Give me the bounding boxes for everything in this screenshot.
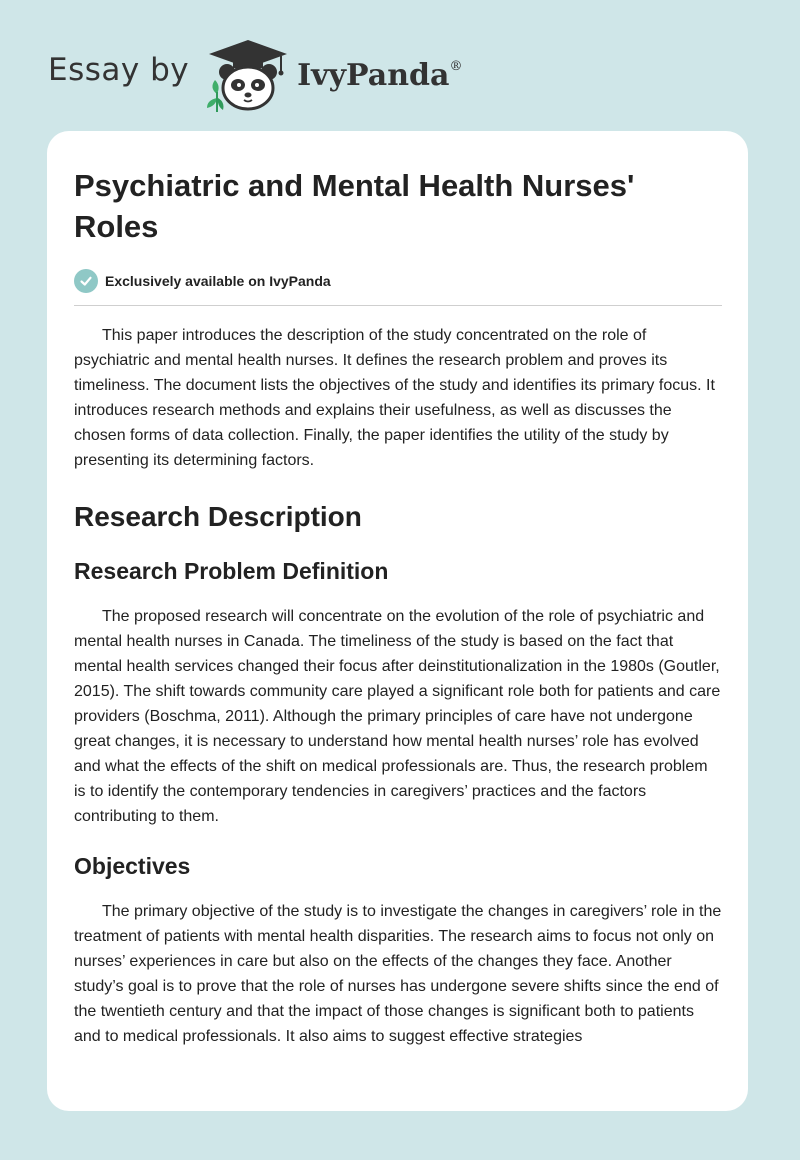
- brand-name[interactable]: [297, 58, 462, 93]
- objectives-paragraph: The primary objective of the study is to investigate the changes in caregivers’ role in the treatment of patients with mental health disparities. The research aims to focus not only on nurses’ experiences in care but also on the effects of the changes they face. Another study’s goal is to prove that the role of nurses has undergone severe shifts since the end of the twentieth century and that the impact of those changes is significant both to patients and to medical professionals. It also aims to suggest effective strategies: [74, 903, 722, 1045]
- exclusive-badge: [74, 269, 722, 306]
- registered-mark: ®: [449, 58, 463, 74]
- essay-card: [47, 131, 748, 1111]
- site-header: [48, 34, 462, 114]
- problem-definition-paragraph: The proposed research will concentrate on the evolution of the role of psychiatric and mental health nurses in Canada. The timeliness of the study is based on the fact that mental health services changed their focus after deinstitutionalization in the 1980s (Goutler, 2015). The shift towards community care played a significant role both for patients and care providers (Boschma, 2011). Although the primary principles of care have not undergone great changes, it is necessary to understand how mental health nurses’ role has evolved and what the effects of the shift on medical professionals are. Thus, the research problem is to identify the contemporary tendencies in caregivers’ practices and the factors contributing to them.: [74, 608, 721, 825]
- essay-by-label: Essay by: [48, 52, 190, 88]
- subsection-heading-objectives: Objectives: [74, 853, 191, 879]
- exclusive-label: Exclusively available on IvyPanda: [105, 273, 331, 289]
- intro-paragraph: This paper introduces the description of the study concentrated on the role of psychiatric and mental health nurses. It defines the research problem and proves its timeliness. The document lists the objectives of the study and identifies its primary focus. It introduces research methods and explains their usefulness, as well as discusses the chosen forms of data collection. Finally, the paper identifies the utility of the study by presenting its determining factors.: [74, 327, 715, 469]
- section-heading-research-description: Research Description: [74, 501, 362, 532]
- panda-logo-icon[interactable]: [203, 36, 293, 112]
- essay-title: Psychiatric and Mental Health Nurses' Roles: [74, 168, 635, 244]
- brand-text: IvyPanda: [297, 57, 450, 93]
- essay-content: [47, 131, 748, 1049]
- subsection-heading-problem-definition: Research Problem Definition: [74, 558, 389, 584]
- checkmark-icon: [74, 269, 98, 293]
